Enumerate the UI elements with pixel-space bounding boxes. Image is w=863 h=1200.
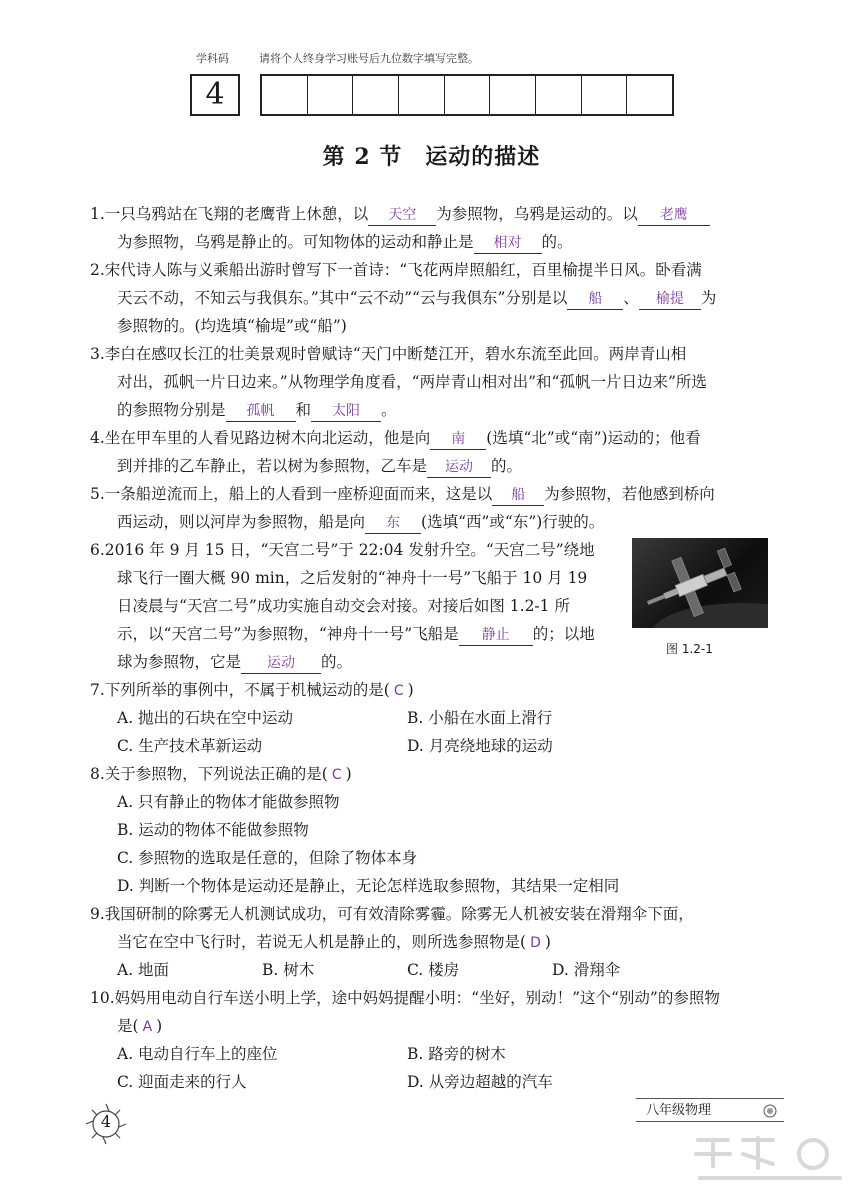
q5-text: 西运动，则以河岸为参照物，船是向 [117, 513, 366, 531]
subject-code-box: 4 [190, 74, 240, 116]
q6-text: 示，以“天宫二号”为参照物，“神舟十一号”飞船是 [117, 625, 459, 643]
q1-blank-3: 相对 [474, 233, 542, 254]
q6-text: 球飞行一圈大概 90 min，之后发射的“神舟十一号”飞船于 10 月 19 [117, 569, 588, 587]
section-title: 第 2 节 运动的描述 [322, 144, 541, 170]
digit-cell[interactable] [536, 76, 582, 114]
q2-blank-2: 榆提 [639, 289, 701, 310]
q2-text: 参照物的。(均选填“榆堤”或“船”) [117, 317, 347, 335]
page-number-badge [82, 1100, 130, 1148]
q9-answer: D [530, 935, 541, 951]
sun-ornament-icon [760, 1101, 780, 1121]
q7-option-d: D. 月亮绕地球的运动 [407, 737, 553, 755]
q2-blank-1: 船 [567, 289, 623, 310]
q6-text: 的；以地 [532, 625, 595, 643]
instruction-text: 请将个人终身学习账号后九位数字填写完整。 [259, 52, 479, 65]
q6-text: 球为参照物，它是 [117, 653, 242, 671]
digit-cell[interactable] [445, 76, 491, 114]
q4-blank-1: 南 [430, 429, 486, 450]
q4-blank-2: 运动 [427, 457, 491, 478]
subject-code-label: 学科码 [196, 52, 229, 65]
docking-photo [632, 538, 768, 628]
q9-option-a: A. 地面 [117, 961, 170, 979]
q2-text: 2.宋代诗人陈与义乘船出游时曾写下一首诗：“飞花两岸照船红，百里榆提半日风。卧看满 [90, 261, 702, 279]
figure-caption: 图 1.2-1 [666, 642, 713, 656]
q5-text: 为参照物，若他感到桥向 [544, 485, 715, 503]
q3-text: 和 [295, 401, 312, 419]
q6-text: 的。 [321, 653, 353, 671]
q3-text: 对出，孤帆一片日边来。”从物理学角度看，“两岸青山相对出”和“孤帆一片日边来”所选 [117, 373, 707, 391]
q8-stem: ) [345, 765, 352, 783]
question-5 [90, 480, 770, 536]
question-4 [90, 424, 770, 480]
q2-text: 为 [700, 289, 717, 307]
digit-cell[interactable] [582, 76, 628, 114]
q6-text: 6.2016 年 9 月 15 日，“天宫二号”于 22:04 发射升空。“天宫二号”绕地 [90, 541, 595, 559]
q7-option-b: B. 小船在水面上滑行 [407, 709, 553, 727]
digit-cell[interactable] [308, 76, 354, 114]
q5-blank-2: 东 [365, 513, 421, 534]
q10-text: ) [156, 1017, 163, 1035]
q10-option-a: A. 电动自行车上的座位 [117, 1045, 278, 1063]
q1-text: 为参照物，乌鸦是静止的。可知物体的运动和静止是 [117, 233, 474, 251]
question-6 [90, 536, 630, 676]
q8-option-d: D. 判断一个物体是运动还是静止，无论怎样选取参照物，其结果一定相同 [117, 877, 620, 895]
q10-option-d: D. 从旁边超越的汽车 [407, 1073, 553, 1091]
q7-answer: C [393, 683, 404, 699]
q4-text: (选填“北”或“南”)运动的；他看 [486, 429, 701, 447]
q6-blank-1: 静止 [459, 625, 533, 646]
q6-blank-2: 运动 [241, 653, 321, 674]
q4-text: 4.坐在甲车里的人看见路边树木向北运动，他是向 [90, 429, 431, 447]
q1-blank-1: 天空 [368, 205, 436, 226]
q4-text: 的。 [491, 457, 523, 475]
spacecraft-illustration [632, 538, 768, 628]
q9-text: 9.我国研制的除雾无人机测试成功，可有效清除雾霾。除雾无人机被安装在滑翔伞下面， [90, 905, 694, 923]
q9-text: 当它在空中飞行时，若说无人机是静止的，则所选参照物是( [117, 933, 527, 951]
q1-text: 1.一只乌鸦站在飞翔的老鹰背上休憩，以 [90, 205, 369, 223]
question-1 [90, 200, 770, 256]
q2-text: 天云不动，不知云与我俱东。”其中“云不动”“云与我俱东”分别是以 [117, 289, 568, 307]
q10-answer: A [142, 1019, 153, 1035]
q9-option-c: C. 楼房 [407, 961, 460, 979]
q9-option-d: D. 滑翔伞 [552, 961, 621, 979]
q3-blank-2: 太阳 [311, 401, 381, 422]
page-number: 4 [100, 1112, 112, 1131]
q1-blank-2: 老鹰 [638, 205, 710, 226]
grade-subject-label: 八年级物理 [646, 1103, 712, 1118]
q7-stem: ) [407, 681, 414, 699]
q3-blank-1: 孤帆 [226, 401, 296, 422]
q5-text: 5.一条船逆流而上，船上的人看到一座桥迎面而来，这是以 [90, 485, 493, 503]
q10-option-c: C. 迎面走来的行人 [117, 1073, 247, 1091]
q3-text: 3.李白在感叹长江的壮美景观时曾赋诗“天门中断楚江开，碧水东流至此回。两岸青山相 [90, 345, 687, 363]
q10-option-b: B. 路旁的树木 [407, 1045, 506, 1063]
q5-blank-1: 船 [492, 485, 544, 506]
q3-text: 。 [381, 401, 397, 419]
q2-separator: 、 [623, 289, 639, 307]
digit-cell[interactable] [353, 76, 399, 114]
grade-subject-tag [636, 1098, 784, 1122]
q8-option-b: B. 运动的物体不能做参照物 [117, 821, 309, 839]
q8-option-c: C. 参照物的选取是任意的，但除了物体本身 [117, 849, 418, 867]
question-10 [90, 984, 770, 1096]
q7-stem: 7.下列所举的事例中，不属于机械运动的是( [90, 681, 390, 699]
q1-text: 的。 [541, 233, 573, 251]
q3-text: 的参照物分别是 [117, 401, 226, 419]
watermark-logo-icon [688, 1130, 853, 1196]
q8-option-a: A. 只有静止的物体才能做参照物 [117, 793, 340, 811]
q9-option-b: B. 树木 [262, 961, 315, 979]
digit-cell[interactable] [627, 76, 672, 114]
question-9 [90, 900, 770, 984]
q5-text: (选填“西”或“东”)行驶的。 [421, 513, 605, 531]
q8-stem: 8.关于参照物，下列说法正确的是( [90, 765, 328, 783]
q7-option-a: A. 抛出的石块在空中运动 [117, 709, 294, 727]
q10-text: 10.妈妈用电动自行车送小明上学，途中妈妈提醒小明：“坐好，别动！”这个“别动”的参照物 [90, 989, 720, 1007]
q7-option-c: C. 生产技术革新运动 [117, 737, 263, 755]
account-digit-boxes[interactable] [260, 74, 674, 116]
q4-text: 到并排的乙车静止，若以树为参照物，乙车是 [117, 457, 428, 475]
q10-text: 是( [117, 1017, 139, 1035]
question-7 [90, 676, 770, 760]
digit-cell[interactable] [490, 76, 536, 114]
q6-text: 日凌晨与“天宫二号”成功实施自动交会对接。对接后如图 1.2-1 所 [117, 597, 570, 615]
q9-text: ) [544, 933, 551, 951]
digit-cell[interactable] [262, 76, 308, 114]
q8-answer: C [331, 767, 342, 783]
q1-text: 为参照物，乌鸦是运动的。以 [436, 205, 638, 223]
question-8 [90, 760, 770, 900]
digit-cell[interactable] [399, 76, 445, 114]
question-2 [90, 256, 770, 340]
question-3 [90, 340, 770, 424]
